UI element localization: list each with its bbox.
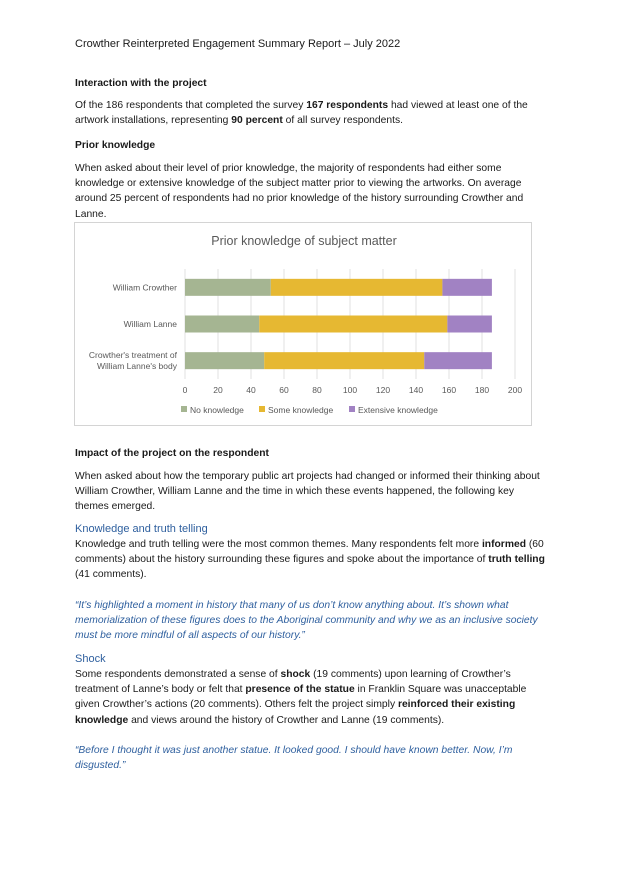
x-tick-label: 160 — [441, 385, 457, 395]
x-tick-label: 20 — [213, 385, 223, 395]
interaction-bold-2: 90 percent — [231, 115, 283, 127]
bar-segment — [259, 316, 447, 333]
knowledge-bold-2: truth telling — [488, 554, 545, 566]
legend-label: No knowledge — [190, 405, 244, 415]
shock-text-2: (19 comments) upon learning of Crowther’s treatment of Lanne’s body or felt that — [75, 669, 511, 696]
legend-swatch — [259, 406, 265, 412]
interaction-bold-1: 167 respondents — [306, 100, 389, 111]
shock-text-3: in Franklin Square was unacceptable given Crowther’s actions (20 comments). Others felt the project simply — [75, 684, 527, 711]
bar-segment — [185, 316, 259, 333]
x-tick-label: 80 — [312, 385, 322, 395]
page-header: Crowther Reinterpreted Engagement Summary Report – July 2022 — [75, 38, 401, 50]
bar-segment — [271, 279, 443, 296]
interaction-text-1: Of the 186 respondents that completed the survey — [75, 100, 307, 111]
x-tick-label: 120 — [375, 385, 391, 395]
impact-paragraph: When asked about how the temporary public art projects had changed or informed their thinking about William Crowther, William Lanne and the time in which these events happened, the following key themes emerged. — [75, 471, 540, 513]
bar-segment — [442, 279, 492, 296]
impact-heading: Impact of the project on the respondent — [75, 448, 269, 459]
x-tick-label: 180 — [474, 385, 490, 395]
knowledge-paragraph — [75, 537, 550, 583]
knowledge-quote: “It’s highlighted a moment in history that many of us don’t know anything about. It’s shown what memorialization of these figures does to the Aboriginal community and why we as an inclusive society must be more mindful of all aspects of our history.” — [75, 600, 538, 642]
bar-segment — [424, 352, 492, 369]
prior-heading: Prior knowledge — [75, 140, 156, 151]
legend-swatch — [181, 406, 187, 412]
bar-segment — [264, 352, 424, 369]
y-category-label: Crowther's treatment of — [88, 350, 177, 361]
interaction-text-3: of all survey respondents. — [282, 115, 403, 127]
bar-segment — [185, 279, 271, 296]
shock-text-4: and views around the history of Crowther and Lanne (19 comments). — [128, 714, 445, 726]
x-tick-label: 0 — [182, 385, 188, 395]
x-tick-label: 200 — [507, 385, 523, 395]
knowledge-text-1: Knowledge and truth telling were the most common themes. Many respondents felt more — [75, 539, 482, 550]
chart-title: Prior knowledge of subject matter — [211, 234, 397, 248]
bar-segment — [447, 316, 492, 333]
bar-segment — [185, 352, 264, 369]
y-category-label: William Lanne — [123, 319, 177, 329]
legend-label: Extensive knowledge — [358, 405, 438, 415]
shock-bold-2: presence of the statue — [245, 684, 355, 696]
y-category-label: William Crowther — [112, 282, 177, 293]
shock-text-1: Some respondents demonstrated a sense of — [75, 669, 281, 680]
interaction-text-2: had viewed at least one of the artwork installations, representing — [75, 100, 528, 127]
legend-swatch — [349, 406, 355, 412]
legend-label: Some knowledge — [268, 405, 334, 415]
prior-paragraph: When asked about their level of prior knowledge, the majority of respondents had either some knowledge or extensive knowledge of the subject matter prior to viewing the artworks. On average around 25 percent of respondents had no prior knowledge of the history surrounding Crowther and Lanne. — [75, 163, 524, 220]
knowledge-bold-1: informed — [481, 539, 526, 550]
x-tick-label: 40 — [246, 385, 256, 395]
x-tick-label: 140 — [408, 385, 424, 395]
shock-subheading: Shock — [75, 653, 106, 665]
shock-bold-3: reinforced their existing knowledge — [75, 699, 516, 726]
shock-paragraph — [75, 667, 550, 728]
x-tick-label: 60 — [279, 385, 289, 395]
chart-svg — [75, 223, 533, 427]
interaction-paragraph — [75, 98, 550, 128]
x-tick-label: 100 — [342, 385, 358, 395]
shock-bold-1: shock — [280, 669, 311, 680]
prior-knowledge-chart — [74, 222, 532, 426]
interaction-heading: Interaction with the project — [75, 78, 207, 89]
y-category-label: William Lanne's body — [96, 361, 177, 372]
knowledge-subheading: Knowledge and truth telling — [75, 523, 208, 535]
shock-quote: “Before I thought it was just another statue. It looked good. I should have known better. Now, I’m disgusted.” — [75, 745, 513, 772]
knowledge-text-3: (41 comments). — [75, 569, 147, 581]
knowledge-text-2: (60 comments) about the history surrounding these figures and spoke about the importance of — [75, 539, 544, 566]
